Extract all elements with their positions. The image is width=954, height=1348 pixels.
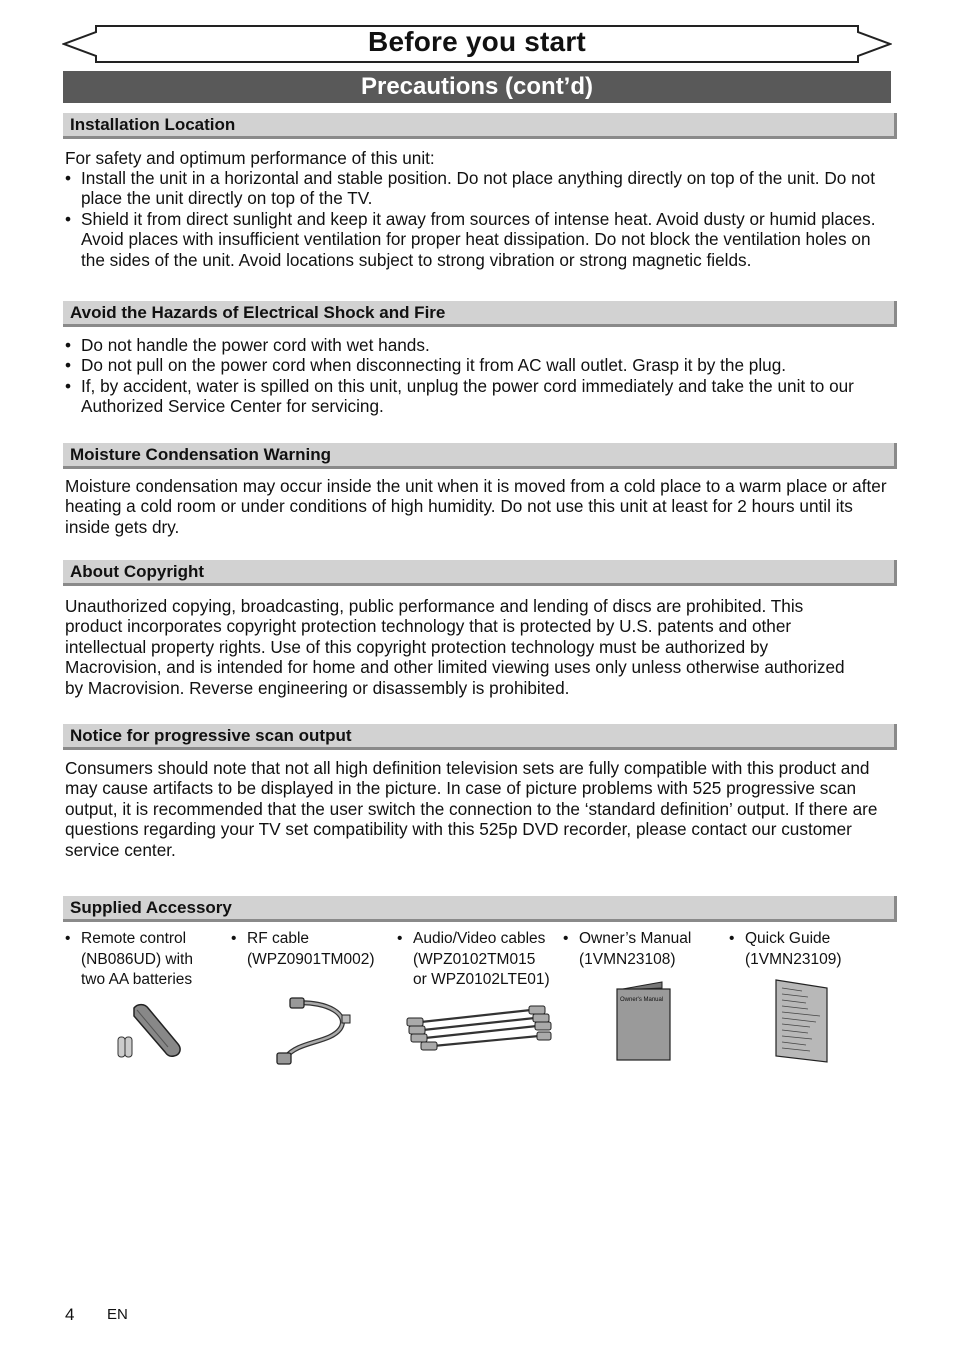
page-banner	[62, 24, 892, 64]
progressive-text: Consumers should note that not all high definition television sets are fully compatible with this product and may cause artifacts to be displayed in the picture. In case of picture problems with 525 progressive scan output, it is recommended that the user switch the connection to the ‘standard definition’ output. If there are questions regarding your TV set compatibility with this 525p DVD recorder, please contact our customer service center.	[65, 758, 878, 860]
list-item: • If, by accident, water is spilled on this unit, unplug the power cord immediately and take the unit to our Authorized Service Center for servicing.	[65, 376, 891, 417]
manual-cover-text: Owner's Manual	[620, 997, 664, 1003]
section-heading-progressive: Notice for progressive scan output	[63, 724, 897, 750]
language-label: EN	[107, 1306, 128, 1323]
copyright-text: Unauthorized copying, broadcasting, public performance and lending of discs are prohibited. This product incorporates copyright protection technology that is protected by U.S. patents and other intellectual property rights. Use of this copyright protection technology must be authorized by Macrovision, and is intended for home and other limited viewing uses only unless otherwise authorized by Macrovision. Reverse engineering or disassembly is prohibited.	[65, 596, 845, 698]
list-item: • Install the unit in a horizontal and stable position. Do not place anything directly on top of the unit. Do not place the unit directly on top of the TV.	[65, 168, 891, 209]
remote-control-icon	[112, 1000, 188, 1062]
section-heading-hazards: Avoid the Hazards of Electrical Shock and Fire	[63, 301, 897, 327]
installation-intro: For safety and optimum performance of this unit:	[65, 148, 435, 168]
av-cables-icon	[403, 998, 555, 1060]
section-heading-installation: Installation Location	[63, 113, 897, 139]
page-number: 4	[65, 1305, 75, 1324]
hazards-list	[65, 335, 891, 417]
section-heading-accessory: Supplied Accessory	[63, 896, 897, 922]
rf-cable-icon	[268, 995, 358, 1069]
section-heading-moisture: Moisture Condensation Warning	[63, 443, 897, 469]
installation-list	[65, 168, 891, 270]
page-title: Before you start	[368, 26, 586, 57]
moisture-text: Moisture condensation may occur inside the unit when it is moved from a cold place to a warm place or after heating a cold room or under conditions of high humidity. Do not use this unit at least for 2 hours until its inside gets dry.	[65, 476, 887, 537]
quick-guide-icon	[772, 976, 832, 1066]
page-subtitle: Precautions (cont’d)	[63, 71, 891, 103]
list-item: • Do not pull on the power cord when disconnecting it from AC wall outlet. Grasp it by the plug.	[65, 355, 891, 375]
list-item: • Do not handle the power cord with wet hands.	[65, 335, 891, 355]
list-item: • Shield it from direct sunlight and keep it away from sources of intense heat. Avoid dusty or humid places. Avoid places with insufficient ventilation for proper heat dissipation. Do not block the ventilation holes on the sides of the unit. Avoid locations subject to strong vibration or strong magnetic fields.	[65, 209, 891, 270]
section-heading-copyright: About Copyright	[63, 560, 897, 586]
owners-manual-icon	[614, 980, 674, 1064]
